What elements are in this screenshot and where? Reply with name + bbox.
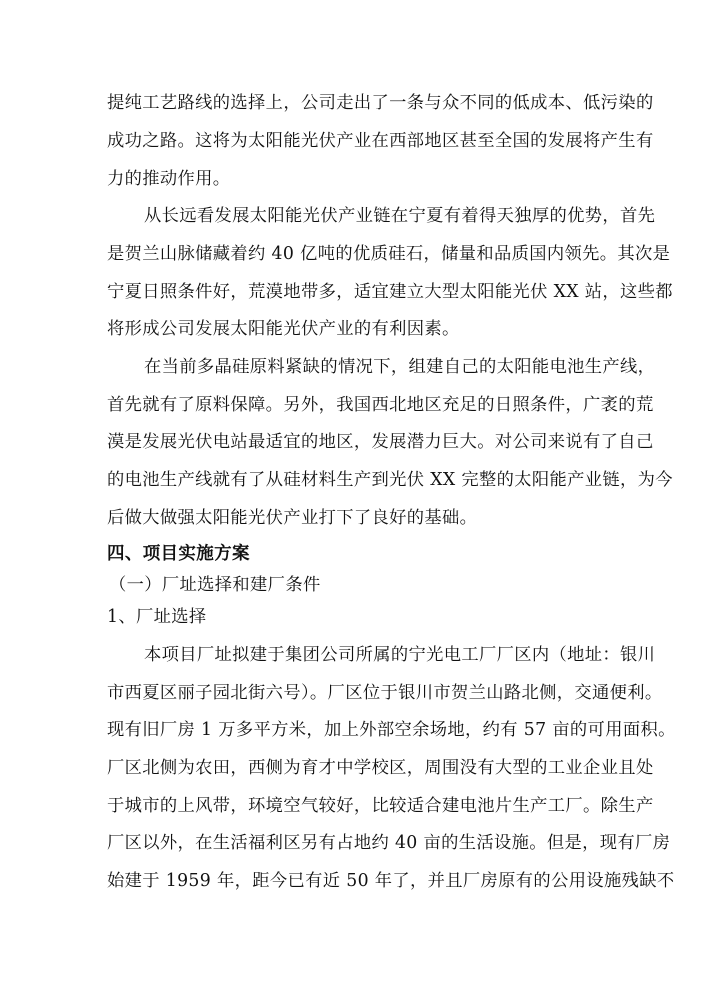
item-heading: 1、厂址选择 [107,607,207,627]
body-text-line: 漠是发展光伏电站最适宜的地区，发展潜力巨大。对公司来说有了自己 [107,432,654,452]
body-text-line: 的电池生产线就有了从硅材料生产到光伏 XX 完整的太阳能产业链，为今 [107,470,673,490]
body-text-line: 提纯工艺路线的选择上，公司走出了一条与众不同的低成本、低污染的 [107,93,654,113]
body-text-line: 宁夏日照条件好，荒漠地带多，适宜建立大型太阳能光伏 XX 站，这些都 [107,282,673,302]
paragraph-first-line: 在当前多晶硅原料紧缺的情况下，组建自己的太阳能电池生产线， [144,357,656,377]
body-text-line: 现有旧厂房 1 万多平方米，加上外部空余场地，约有 57 亩的可用面积。 [107,720,676,740]
body-text-line: 于城市的上风带，环境空气较好，比较适合建电池片生产工厂。除生产 [107,796,654,816]
body-text-line: 首先就有了原料保障。另外，我国西北地区充足的日照条件，广袤的荒 [107,395,654,415]
body-text-line: 成功之路。这将为太阳能光伏产业在西部地区甚至全国的发展将产生有 [107,131,654,151]
body-text-line: 是贺兰山脉储藏着约 40 亿吨的优质硅石，储量和品质国内领先。其次是 [107,244,671,264]
body-text-line: 始建于 1959 年，距今已有近 50 年了，并且厂房原有的公用设施残缺不 [107,871,675,891]
section-heading: 四、项目实施方案 [107,544,250,564]
body-text-line: 将形成公司发展太阳能光伏产业的有利因素。 [107,319,460,339]
body-text-line: 力的推动作用。 [107,169,231,189]
paragraph-first-line: 本项目厂址拟建于集团公司所属的宁光电工厂厂区内（地址：银川 [144,645,656,665]
paragraph-first-line: 从长远看发展太阳能光伏产业链在宁夏有着得天独厚的优势，首先 [144,206,656,226]
body-text-line: 后做大做强太阳能光伏产业打下了良好的基础。 [107,508,478,528]
subsection-heading: （一）厂址选择和建厂条件 [109,575,321,595]
body-text-line: 厂区以外，在生活福利区另有占地约 40 亩的生活设施。但是，现有厂房 [107,833,671,853]
body-text-line: 市西夏区丽子园北街六号）。厂区位于银川市贺兰山路北侧，交通便利。 [107,683,663,703]
body-text-line: 厂区北侧为农田，西侧为育才中学校区，周围没有大型的工业企业且处 [107,758,654,778]
